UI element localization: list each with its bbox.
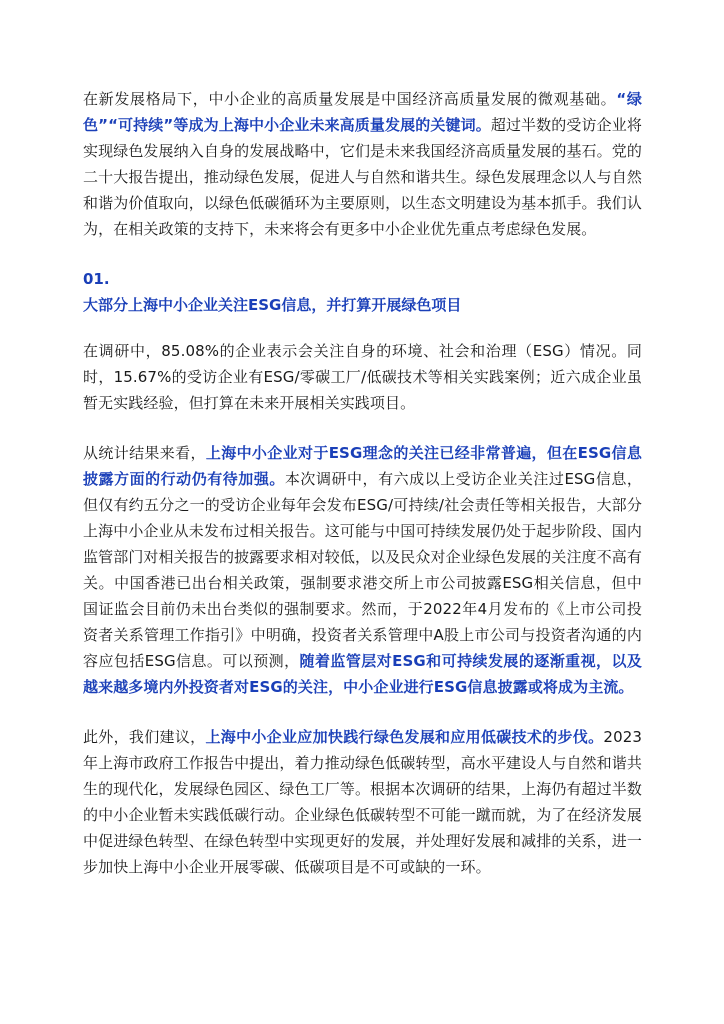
recommendation-paragraph	[83, 724, 642, 880]
statistics-text-1: 从统计结果来看，	[83, 444, 206, 462]
section-heading	[83, 266, 642, 318]
section-title: 大部分上海中小企业关注ESG信息，并打算开展绿色项目	[83, 296, 462, 314]
statistics-highlight-2: 随着监管层对ESG和可持续发展的逐渐重视，以及越来越多境内外投资者对ESG的关注，中小企业进行ESG信息披露或将成为主流。	[83, 652, 643, 696]
statistics-paragraph	[83, 440, 642, 700]
survey-paragraph	[83, 338, 642, 416]
intro-text-2: 超过半数的受访企业将实现绿色发展纳入自身的发展战略中，它们是未来我国经济高质量发展的基石。党的二十大报告提出，推动绿色发展，促进人与自然和谐共生。绿色发展理念以人与自然和谐为价值取向，以绿色低碳循环为主要原则，以生态文明建设为基本抓手。我们认为，在相关政策的支持下，未来将会有更多中小企业优先重点考虑绿色发展。	[83, 116, 642, 238]
recommendation-highlight: 上海中小企业应加快践行绿色发展和应用低碳技术的步伐。	[205, 728, 604, 746]
recommendation-text-1: 此外，我们建议，	[83, 728, 206, 746]
section-number: 01.	[83, 270, 110, 288]
intro-highlight: “绿色”“可持续”等成为上海中小企业未来高质量发展的关键词。	[83, 90, 643, 134]
statistics-text-2: 本次调研中，有六成以上受访企业关注过ESG信息，但仅有约五分之一的受访企业每年会发布ESG/可持续/社会责任等相关报告，大部分上海中小企业从未发布过相关报告。这可能与中国可持续发展仍处于起步阶段、国内监管部门对相关报告的披露要求相对较低，以及民众对企业绿色发展的关注度不高有关。中国香港已出台相关政策，强制要求港交所上市公司披露ESG相关信息，但中国证监会目前仍未出台类似的强制要求。然而，于2022年4月发布的《上市公司投资者关系管理工作指引》中明确，投资者关系管理中A股上市公司与投资者沟通的内容应包括ESG信息。可以预测，	[83, 470, 642, 670]
recommendation-text-2: 2023年上海市政府工作报告中提出，着力推动绿色低碳转型，高水平建设人与自然和谐共生的现代化，发展绿色园区、绿色工厂等。根据本次调研的结果，上海仍有超过半数的中小企业暂未实践低碳行动。企业绿色低碳转型不可能一蹴而就，为了在经济发展中促进绿色转型、在绿色转型中实现更好的发展，并处理好发展和减排的关系，进一步加快上海中小企业开展零碳、低碳项目是不可或缺的一环。	[83, 728, 642, 876]
intro-paragraph	[83, 86, 642, 242]
survey-text: 在调研中，85.08%的企业表示会关注自身的环境、社会和治理（ESG）情况。同时，15.67%的受访企业有ESG/零碳工厂/低碳技术等相关实践案例；近六成企业虽暂无实践经验，但打算在未来开展相关实践项目。	[83, 342, 642, 412]
intro-text-1: 在新发展格局下，中小企业的高质量发展是中国经济高质量发展的微观基础。	[83, 90, 617, 108]
statistics-highlight-1: 上海中小企业对于ESG理念的关注已经非常普遍，但在ESG信息披露方面的行动仍有待加强。	[83, 444, 642, 488]
